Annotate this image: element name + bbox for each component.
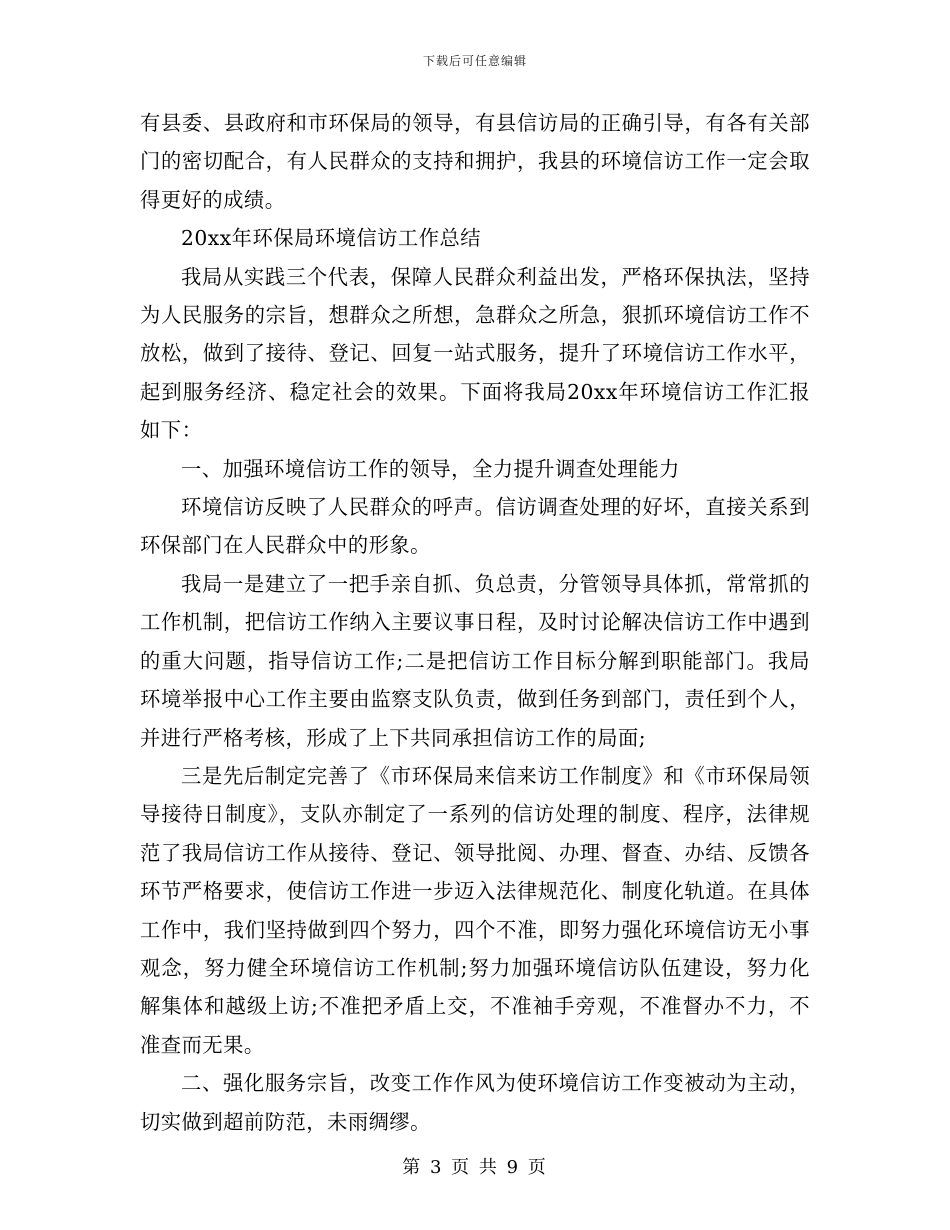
page-header-note: 下载后可任意编辑 [422, 54, 527, 68]
paragraph: 我局一是建立了一把手亲自抓、负总责，分管领导具体抓，常常抓的工作机制，把信访工作纳入主要议事日程，及时讨论解决信访工作中遇到的重大问题，指导信访工作;二是把信访工作目标分解到职能部门。我局环境举报中心工作主要由监察支队负责，做到任务到部门，责任到个人，并进行严格考核，形成了上下共同承担信访工作的局面; [140, 571, 810, 750]
document-body [140, 104, 810, 1141]
section-heading: 二、强化服务宗旨，改变工作作风为使环境信访工作变被动为主动，切实做到超前防范，未雨绸缪。 [140, 1071, 810, 1134]
section-title: 20xx年环保局环境信访工作总结 [181, 226, 482, 251]
page-number: 第 3 页 共 9 页 [402, 1157, 548, 1178]
paragraph: 三是先后制定完善了《市环保局来信来访工作制度》和《市环保局领导接待日制度》，支队亦制定了一系列的信访处理的制度、程序，法律规范了我局信访工作从接待、登记、领导批阅、办理、督查、办结、反馈各环节严格要求，使信访工作进一步迈入法律规范化、制度化轨道。在具体工作中，我们坚持做到四个努力，四个不准，即努力强化环境信访无小事观念，努力健全环境信访工作机制;努力加强环境信访队伍建设，努力化解集体和越级上访;不准把矛盾上交，不准袖手旁观，不准督办不力，不准查而无果。 [140, 763, 810, 1057]
paragraph: 环境信访反映了人民群众的呼声。信访调查处理的好坏，直接关系到环保部门在人民群众中的形象。 [140, 495, 810, 558]
section-heading: 一、加强环境信访工作的领导，全力提升调查处理能力 [181, 456, 680, 481]
paragraph: 我局从实践三个代表，保障人民群众利益出发，严格环保执法，坚持为人民服务的宗旨，想群众之所想，急群众之所急，狠抓环境信访工作不放松，做到了接待、登记、回复一站式服务，提升了环境信访工作水平，起到服务经济、稳定社会的效果。下面将我局20xx年环境信访工作汇报如下： [140, 264, 810, 443]
paragraph: 有县委、县政府和市环保局的领导，有县信访局的正确引导，有各有关部门的密切配合，有人民群众的支持和拥护，我县的环境信访工作一定会取得更好的成绩。 [140, 111, 810, 212]
